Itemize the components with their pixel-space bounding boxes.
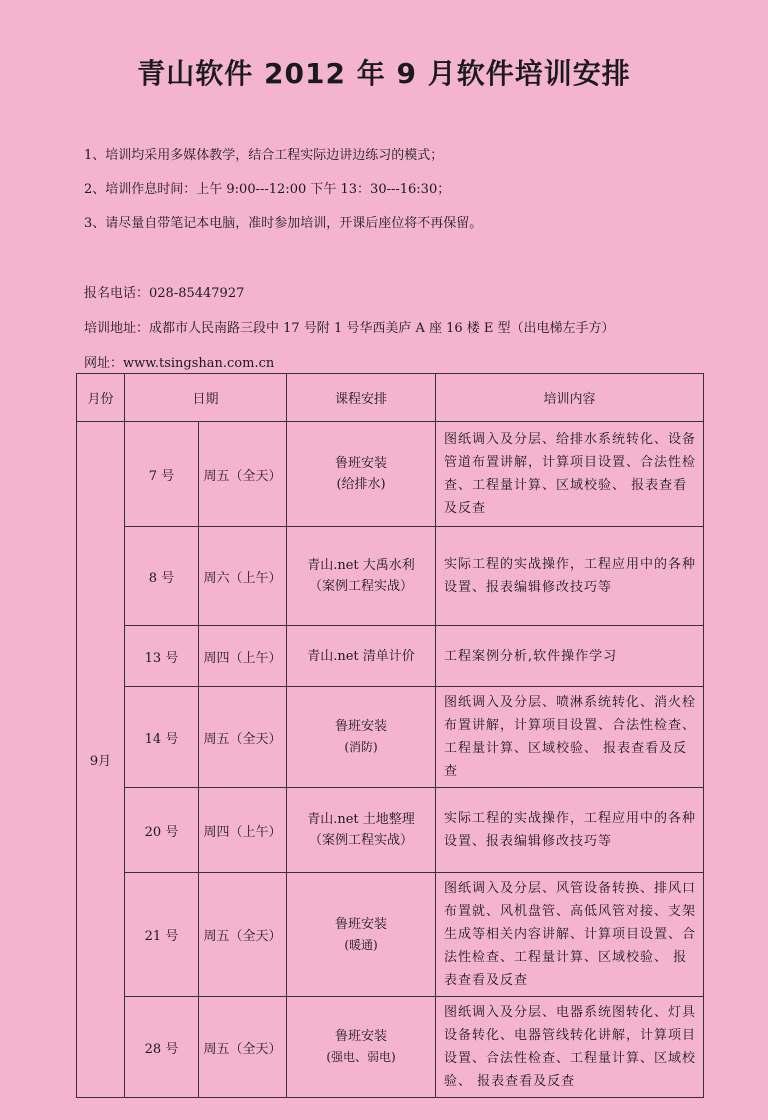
weekday-cell: 周五（全天）: [199, 422, 287, 527]
course-sub: (给排水): [336, 477, 386, 492]
content-cell: 图纸调入及分层、给排水系统转化、设备管道布置讲解，计算项目设置、合法性检查、工程量计算、区域校验、 报表查看及反查: [436, 422, 704, 527]
course-name: 鲁班安装: [335, 456, 388, 471]
course-name: 鲁班安装: [335, 1029, 388, 1044]
content-cell: 图纸调入及分层、喷淋系统转化、消火栓布置讲解，计算项目设置、合法性检查、工程量计算、区域校验、 报表查看及反查: [436, 687, 704, 788]
note-2: 2、培训作息时间：上午 9:00---12:00 下午 13：30---16:30；: [84, 182, 451, 197]
page-title: 青山软件 2012 年 9 月软件培训安排: [137, 57, 631, 90]
weekday-cell: 周五（全天）: [199, 873, 287, 997]
course-sub: (强电、弱电): [326, 1050, 396, 1064]
header-date: 日期: [125, 374, 287, 422]
content-cell: 图纸调入及分层、风管设备转换、排风口布置就、风机盘管、高低风管对接、支架生成等相关内容讲解、计算项目设置、合法性检查、工程量计算、区域校验、 报表查看及反查: [436, 873, 704, 997]
day-cell: 14 号: [125, 687, 199, 788]
schedule-table: [76, 373, 704, 1098]
course-name: 鲁班安装: [335, 916, 388, 932]
course-cell: [287, 788, 436, 873]
day-cell: 8 号: [125, 527, 199, 626]
note-3: 3、请尽量自带笔记本电脑，准时参加培训，开课后座位将不再保留。: [84, 216, 483, 231]
course-sub: （案例工程实战）: [309, 833, 414, 848]
day-cell: 13 号: [125, 626, 199, 687]
month-cell: 9月: [77, 422, 125, 1098]
weekday-cell: 周六（上午）: [199, 527, 287, 626]
content-cell: 图纸调入及分层、电器系统图转化、灯具设备转化、电器管线转化讲解，计算项目设置、合法性检查、工程量计算、区域校验、 报表查看及反查: [436, 997, 704, 1098]
content-cell: 实际工程的实战操作，工程应用中的各种设置、报表编辑修改技巧等: [436, 527, 704, 626]
course-name: 青山.net 清单计价: [307, 648, 415, 664]
day-cell: 7 号: [125, 422, 199, 527]
day-cell: 21 号: [125, 873, 199, 997]
table-row: [77, 527, 704, 626]
table-row: [77, 997, 704, 1098]
table-row: [77, 626, 704, 687]
weekday-cell: 周五（全天）: [199, 687, 287, 788]
course-cell: [287, 626, 436, 687]
day-cell: 20 号: [125, 788, 199, 873]
course-name: 青山.net 土地整理: [307, 812, 415, 827]
content-cell: 实际工程的实战操作，工程应用中的各种设置、报表编辑修改技巧等: [436, 788, 704, 873]
course-cell: [287, 873, 436, 997]
course-cell: [287, 997, 436, 1098]
table-row: [77, 687, 704, 788]
table-row: [77, 788, 704, 873]
table-row: [77, 873, 704, 997]
header-content: 培训内容: [436, 374, 704, 422]
course-name: 鲁班安装: [335, 719, 388, 734]
table-header-row: [77, 374, 704, 422]
course-name: 青山.net 大禹水利: [307, 558, 415, 573]
address-line: 培训地址：成都市人民南路三段中 17 号附 1 号华西美庐 A 座 16 楼 E 型（出电梯左手方）: [84, 321, 615, 336]
header-month: 月份: [77, 374, 125, 422]
weekday-cell: 周五（全天）: [199, 997, 287, 1098]
course-cell: [287, 687, 436, 788]
header-course: 课程安排: [287, 374, 436, 422]
course-sub: （案例工程实战）: [309, 579, 414, 594]
phone-line: 报名电话：028-85447927: [84, 286, 245, 301]
course-sub: (暖通): [344, 937, 378, 952]
note-1: 1、培训均采用多媒体教学，结合工程实际边讲边练习的模式；: [84, 148, 444, 163]
weekday-cell: 周四（上午）: [199, 788, 287, 873]
content-cell: 工程案例分析,软件操作学习: [436, 626, 704, 687]
course-cell: [287, 422, 436, 527]
day-cell: 28 号: [125, 997, 199, 1098]
course-sub: (消防): [344, 740, 378, 754]
weekday-cell: 周四（上午）: [199, 626, 287, 687]
website-line: 网址：www.tsingshan.com.cn: [84, 356, 275, 371]
course-cell: [287, 527, 436, 626]
table-row: [77, 422, 704, 527]
